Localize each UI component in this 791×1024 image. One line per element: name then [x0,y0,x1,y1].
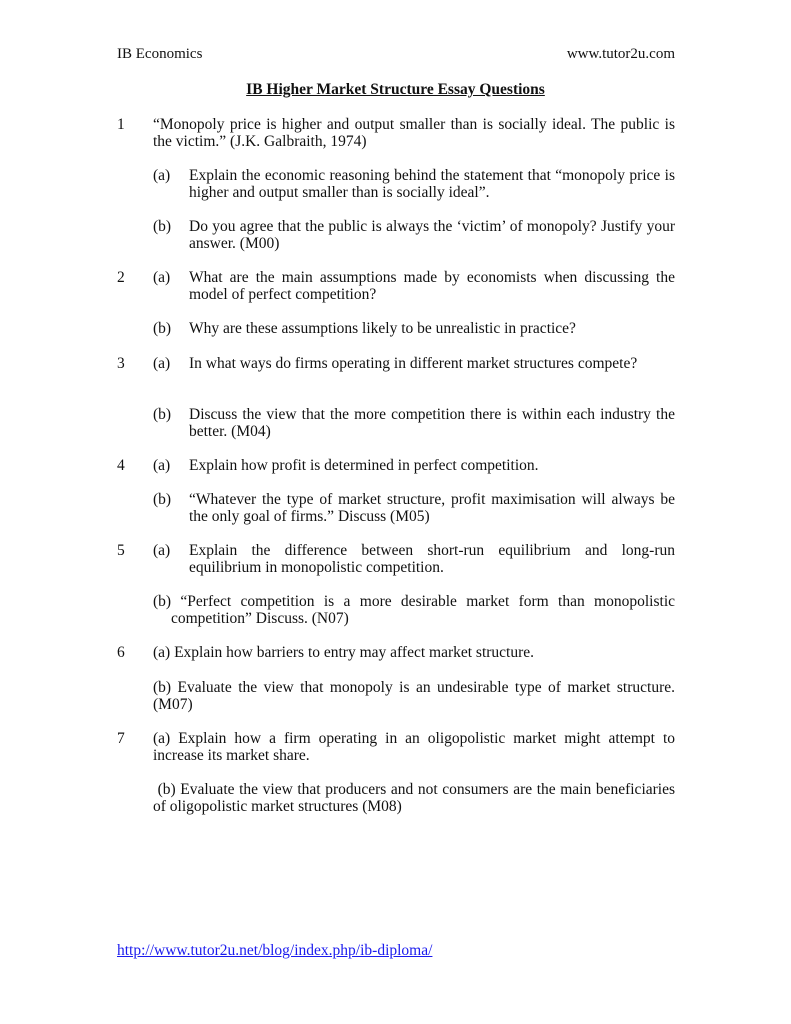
part-text: (a) Explain how a firm operating in an oligopolistic market might attempt to increase its market share. [153,730,675,764]
part-text: (b) Evaluate the view that monopoly is an undesirable type of market structure. (M07) [153,679,675,713]
part-text: In what ways do firms operating in different market structures compete? [189,355,638,372]
part-text: Do you agree that the public is always the ‘victim’ of monopoly? Justify your answer. (M00) [189,218,675,252]
question-number: 3 [117,355,125,372]
question-number: 1 [117,116,125,133]
part-text: (a) Explain how barriers to entry may affect market structure. [153,644,535,661]
part-label: (b) [153,320,172,337]
part-label: (a) [153,167,171,184]
part-text: Why are these assumptions likely to be unrealistic in practice? [189,320,576,337]
question-number: 4 [117,457,125,474]
part-text: (b) Evaluate the view that producers and not consumers are the main beneficiaries of oligopolistic market structures (M08) [153,781,679,815]
part-label: (a) [153,269,171,286]
header-right: www.tutor2u.com [566,46,675,62]
part-label: (b) [153,491,172,508]
part-text: (b) “Perfect competition is a more desirable market form than monopolistic competition” Discuss. (N07) [153,593,675,627]
part-label: (a) [153,542,171,559]
part-text: Explain the difference between short-run equilibrium and long-run equilibrium in monopolistic competition. [189,542,675,576]
part-text: Explain how profit is determined in perfect competition. [189,457,539,474]
question-number: 7 [117,730,125,747]
part-text: What are the main assumptions made by economists when discussing the model of perfect competition? [189,269,675,303]
part-text: Explain the economic reasoning behind the statement that “monopoly price is higher and output smaller than is socially ideal”. [189,167,675,201]
question-number: 6 [117,644,125,661]
header-left: IB Economics [117,46,203,62]
question-number: 2 [117,269,125,286]
part-label: (b) [153,218,172,235]
question-text: “Monopoly price is higher and output smaller than is socially ideal. The public is the victim.” (J.K. Galbraith, 1974) [153,116,675,150]
part-label: (b) [153,406,172,423]
question-number: 5 [117,542,125,559]
page-title: IB Higher Market Structure Essay Questions [246,81,545,98]
part-label: (a) [153,457,171,474]
part-label: (a) [153,355,171,372]
part-text: Discuss the view that the more competition there is within each industry the better. (M04) [189,406,675,440]
part-text: “Whatever the type of market structure, profit maximisation will always be the only goal of firms.” Discuss (M05) [189,491,675,525]
footer-link[interactable]: http://www.tutor2u.net/blog/index.php/ib-diploma/ [117,942,433,959]
